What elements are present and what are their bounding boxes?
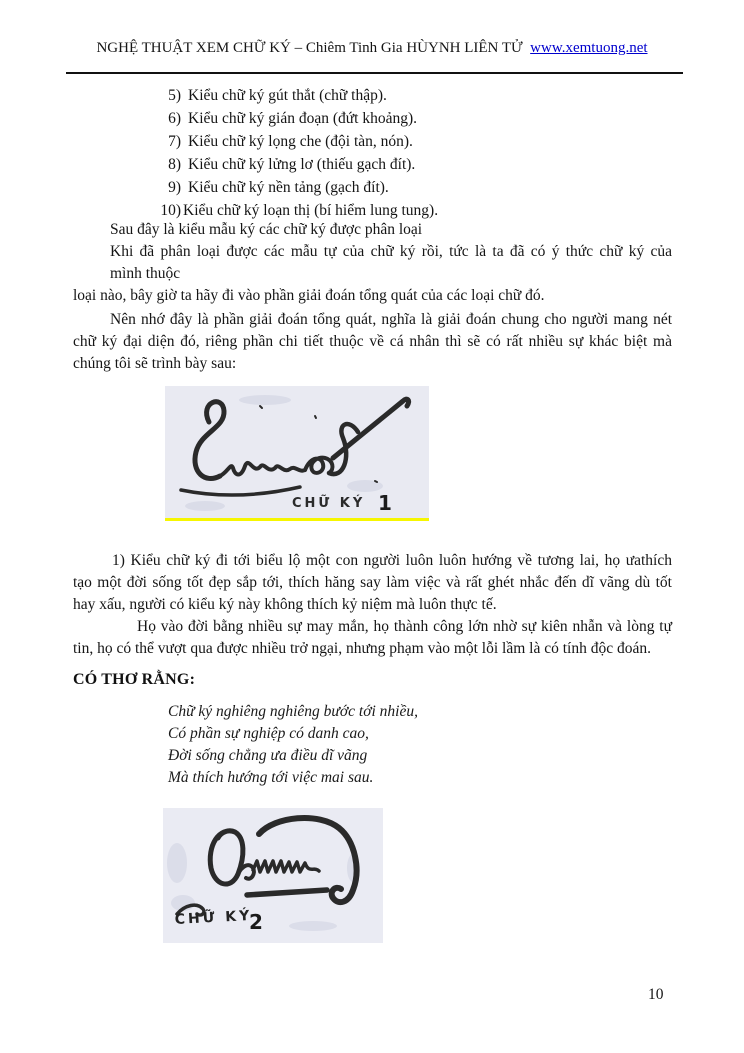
list-item-number: 10) — [160, 202, 181, 219]
list-item — [150, 85, 387, 106]
list-item — [150, 131, 413, 152]
list-item-text: Kiểu chữ ký nền tảng (gạch đít). — [188, 179, 389, 196]
list-item-text: Kiểu chữ ký loạn thị (bí hiểm lung tung). — [183, 202, 439, 219]
signature-2-drawing — [163, 808, 383, 943]
paragraph-line: tạo một đời sống tốt đẹp sắp tới, thích hăng say làm việc và rất ghét nhắc đến dĩ vãng dù tốt — [73, 574, 672, 591]
paragraph-line: hay xấu, người có kiểu ký này không thích kỷ niệm mà luôn thực tế. — [73, 596, 497, 613]
poem-line: Chữ ký nghiêng nghiêng bước tới nhiều, — [168, 703, 418, 720]
poem-line: Đời sống chẳng ưa điều dĩ vãng — [168, 747, 368, 764]
list-item-number: 9) — [168, 179, 181, 196]
signature-ink — [177, 818, 357, 915]
figure-caption: CHỮ KÝ — [174, 907, 253, 928]
paragraph-line: chữ ký đại diện đó, riêng phần chi tiết thuộc về cá nhân thì sẽ có rất nhiều sự khác biệt mà — [73, 333, 672, 350]
list-item-text: Kiểu chữ ký gián đoạn (đứt khoảng). — [188, 110, 418, 127]
paragraph-line: Khi đã phân loại được các mẫu tự của chữ ký rồi, tức là ta đã có ý thức chữ ký của — [110, 243, 672, 260]
list-item — [150, 177, 389, 198]
list-item — [150, 200, 438, 221]
list-item-text: Kiểu chữ ký lửng lơ (thiếu gạch đít). — [188, 156, 416, 173]
list-item-text: Kiểu chữ ký lọng che (đội tàn, nón). — [188, 133, 413, 150]
signature-ink — [181, 399, 409, 495]
figure-caption-number: 1 — [378, 491, 395, 515]
list-item — [150, 154, 415, 175]
paragraph-line: loại nào, bây giờ ta hãy đi vào phần giải đoán tổng quát của các loại chữ đó. — [73, 287, 545, 304]
list-item-text: Kiểu chữ ký gút thắt (chữ thập). — [188, 87, 387, 104]
paragraph-line: chúng tôi sẽ trình bày sau: — [73, 355, 237, 372]
figure-signature-2 — [163, 808, 383, 943]
poem-line: Mà thích hướng tới việc mai sau. — [168, 769, 374, 786]
paragraph-line: 1) Kiểu chữ ký đi tới biểu lộ một con người luôn luôn hướng về tương lai, họ ưathích — [112, 552, 672, 569]
paragraph-line: mình thuộc — [110, 265, 181, 282]
paragraph-line: Nên nhớ đây là phần giải đoán tổng quát, nghĩa là giải đoán chung cho người mang nét — [110, 311, 672, 328]
header-title: NGHỆ THUẬT XEM CHỮ KÝ – Chiêm Tinh Gia HÙYNH LIÊN TỬ — [96, 40, 523, 56]
list-item-number: 5) — [168, 87, 181, 104]
list-item-number: 7) — [168, 133, 181, 150]
figure-caption-number: 2 — [249, 910, 266, 934]
paragraph-line: Họ vào đời bằng nhiều sự may mắn, họ thành công lớn nhờ sự kiên nhẫn và lòng tự — [137, 618, 672, 635]
list-item-number: 6) — [168, 110, 181, 127]
header-link[interactable]: www.xemtuong.net — [530, 40, 648, 56]
page-number: 10 — [648, 986, 664, 1003]
page-header — [0, 40, 744, 57]
figure-signature-1 — [165, 386, 429, 521]
paragraph-line: Sau đây là kiểu mẫu ký các chữ ký được phân loại — [110, 221, 423, 238]
poem-line: Có phần sự nghiệp có danh cao, — [168, 725, 369, 742]
poem-heading: CÓ THƠ RẰNG: — [73, 671, 196, 688]
list-item — [150, 108, 417, 129]
header-divider — [66, 72, 683, 74]
signature-1-drawing — [165, 386, 429, 518]
paragraph-line: tin, họ có thể vượt qua được nhiều trở ngại, nhưng phạm vào một lỗi lầm là có tính độc đoán. — [73, 640, 651, 657]
list-item-number: 8) — [168, 156, 181, 173]
figure-caption: CHỮ KÝ — [292, 496, 366, 511]
